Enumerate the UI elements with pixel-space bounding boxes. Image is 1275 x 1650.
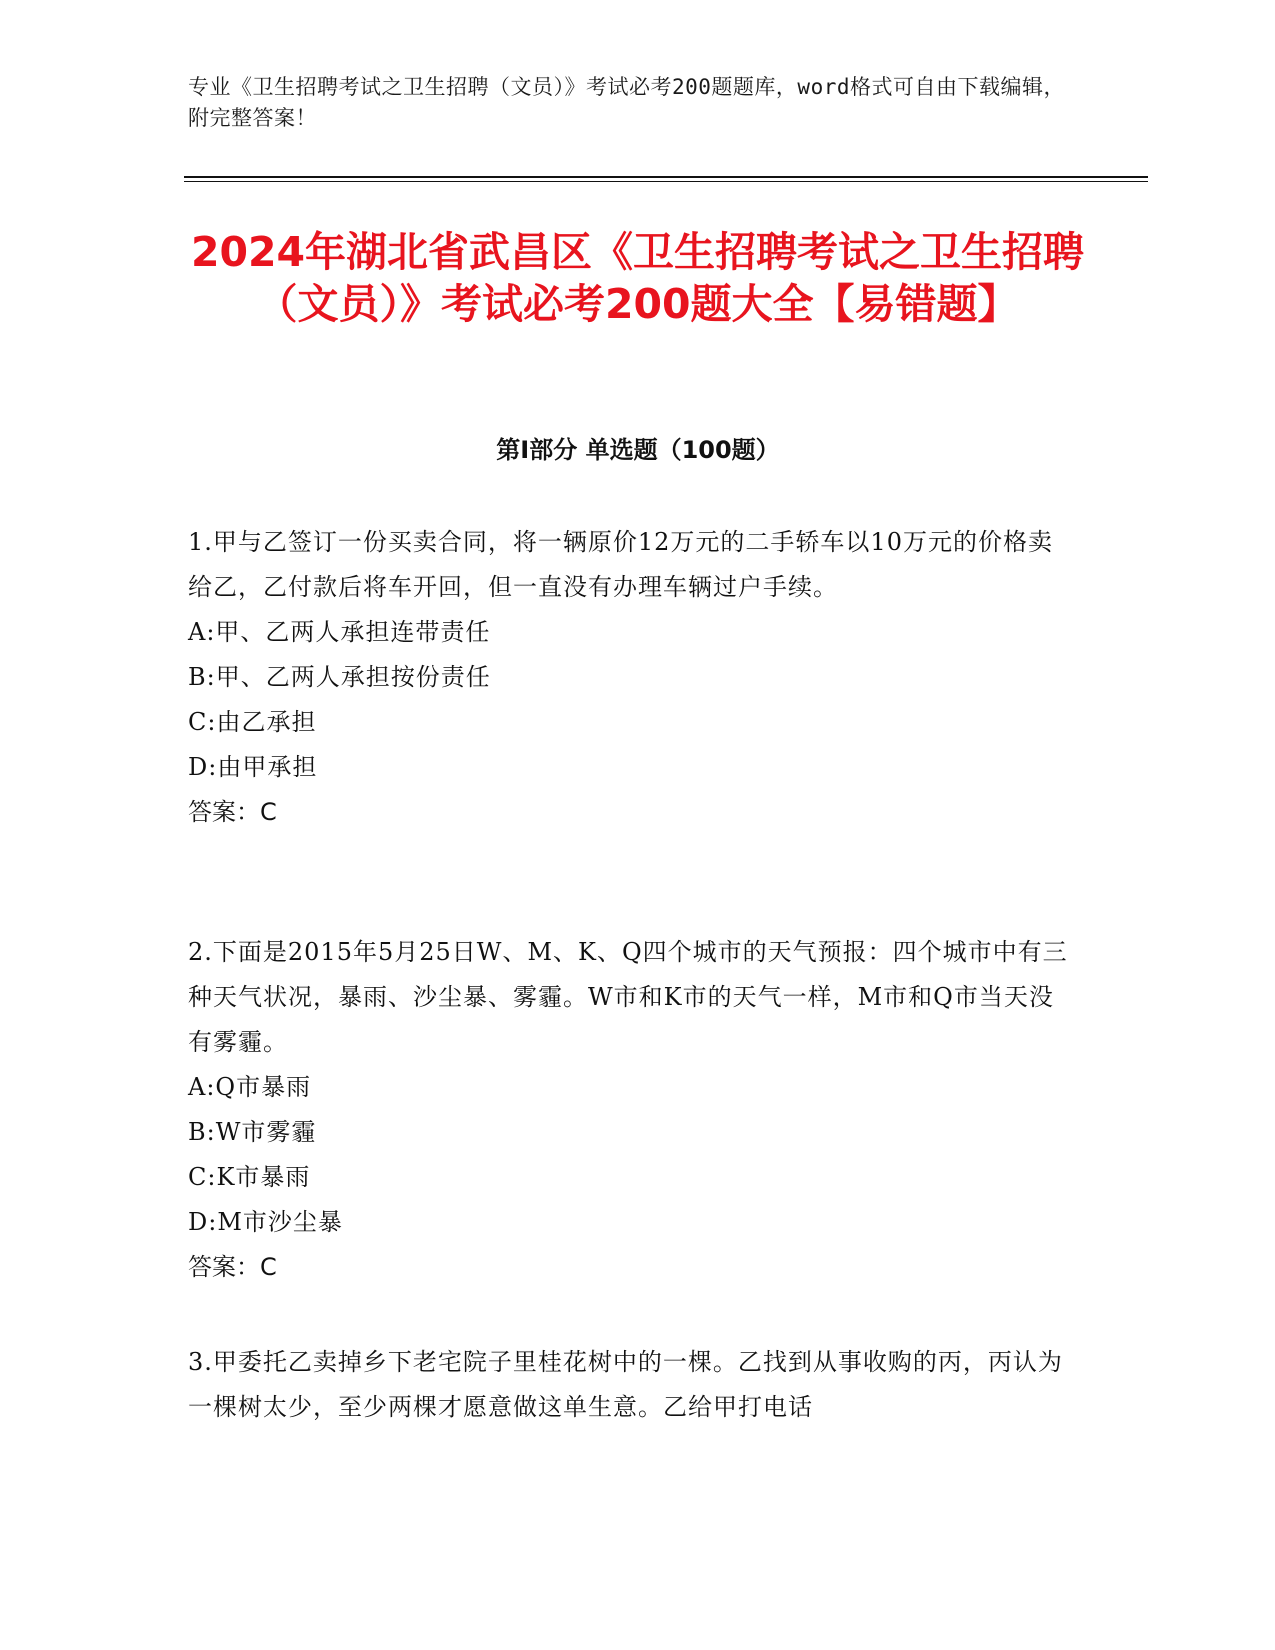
option-c: C:K市暴雨 [188,1163,311,1191]
question-3 [188,1340,1068,1430]
document-title: 2024年湖北省武昌区《卫生招聘考试之卫生招聘（文员）》考试必考200题大全【易错题】 [190,228,1085,328]
option-d: D:由甲承担 [188,753,318,781]
option-a: A:甲、乙两人承担连带责任 [188,618,491,646]
option-b: B:W市雾霾 [188,1118,317,1146]
answer-label: 答案：C [188,1253,277,1281]
option-d: D:M市沙尘暴 [188,1208,343,1236]
header-divider-thin [184,181,1148,182]
option-c: C:由乙承担 [188,708,317,736]
question-1 [188,520,1068,835]
question-stem: 1.甲与乙签订一份买卖合同，将一辆原价12万元的二手轿车以10万元的价格卖给乙，乙付款后将车开回，但一直没有办理车辆过户手续。 [188,528,1053,601]
header-note: 专业《卫生招聘考试之卫生招聘（文员）》考试必考200题题库，word格式可自由下载编辑，附完整答案！ [188,75,1065,130]
section-title: 第Ⅰ部分 单选题（100题） [496,436,780,464]
option-b: B:甲、乙两人承担按份责任 [188,663,491,691]
answer-label: 答案：C [188,798,277,826]
option-a: A:Q市暴雨 [188,1073,312,1101]
question-stem: 3.甲委托乙卖掉乡下老宅院子里桂花树中的一棵。乙找到从事收购的丙，丙认为一棵树太少，至少两棵才愿意做这单生意。乙给甲打电话 [188,1348,1063,1421]
question-stem: 2.下面是2015年5月25日W、M、K、Q四个城市的天气预报：四个城市中有三种天气状况，暴雨、沙尘暴、雾霾。W市和K市的天气一样，M市和Q市当天没有雾霾。 [188,938,1068,1056]
question-2 [188,930,1068,1290]
header-divider-thick [184,176,1148,178]
